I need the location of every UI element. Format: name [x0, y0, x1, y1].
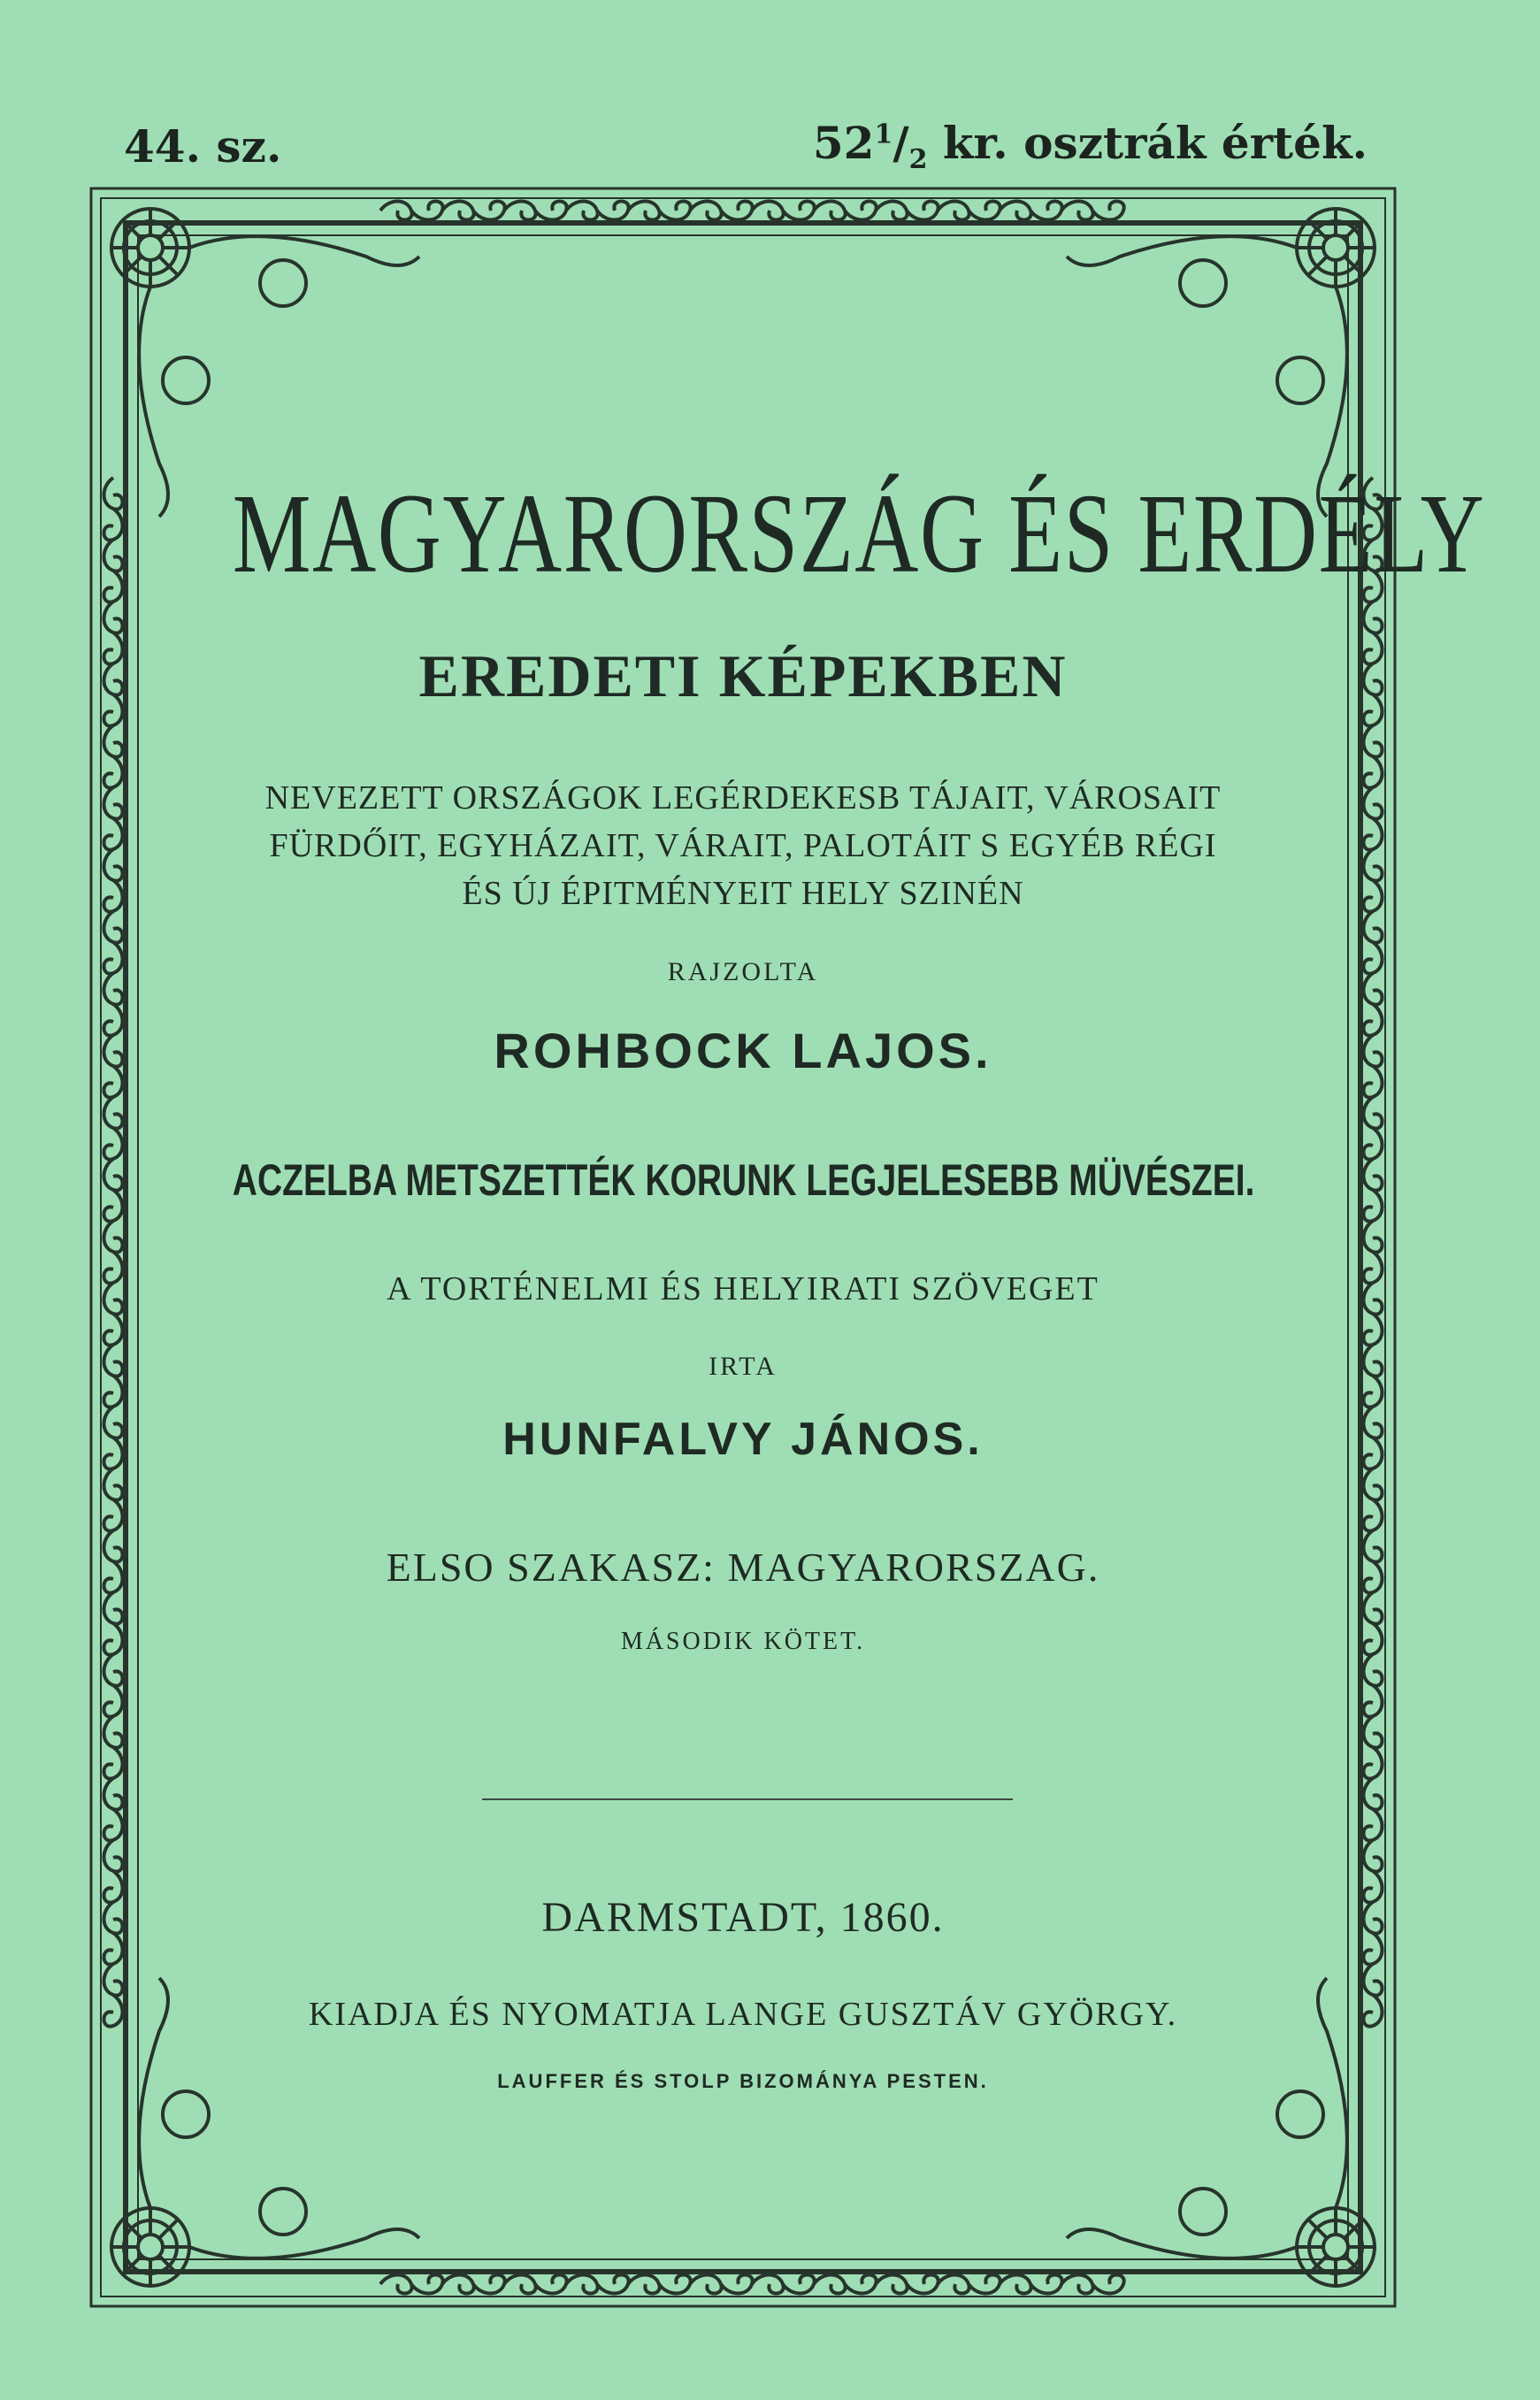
part-title: ELSO SZAKASZ: MAGYARORSZAG.	[386, 1545, 1100, 1590]
separator-rule	[482, 1798, 1013, 1800]
publisher-line: KIADJA ÉS NYOMATJA LANGE GUSZTÁV GYÖRGY.	[308, 1996, 1178, 2033]
description-line: NEVEZETT ORSZÁGOK LEGÉRDEKESB TÁJAIT, VÁROSAIT	[264, 779, 1222, 817]
author-name: HUNFALVY JÁNOS.	[502, 1414, 984, 1465]
written-by-label: IRTA	[709, 1352, 778, 1381]
distributor-line: LAUFFER ÉS STOLP BIZOMÁNYA PESTEN.	[497, 2070, 989, 2092]
volume-label: MÁSODIK KÖTET.	[620, 1628, 866, 1655]
price: $52^1/_2$ kr. osztrák érték.	[812, 117, 1368, 175]
description-line: ÉS ÚJ ÉPITMÉNYEIT HELY SZINÉN	[462, 875, 1024, 912]
drawn-by-label: RAJZOLTA	[667, 957, 819, 986]
text-label: A TORTÉNELMI ÉS HELYIRATI SZÖVEGET	[387, 1270, 1099, 1307]
title-page	[88, 186, 1486, 2309]
subtitle: EREDETI KÉPEKBEN	[418, 642, 1068, 709]
main-title: MAGYARORSZÁG ÉS ERDÉLY	[232, 471, 1486, 596]
engravers-line: ACZELBA METSZETTÉK KORUNK LEGJELESEBB MÜVÉSZEI.	[232, 1155, 1255, 1205]
top-line	[124, 115, 1368, 177]
artist-name: ROHBOCK LAJOS.	[494, 1023, 992, 1078]
place-year: DARMSTADT, 1860.	[541, 1894, 945, 1941]
issue-number: 44. sz.	[124, 119, 282, 173]
description-line: FÜRDŐIT, EGYHÁZAIT, VÁRAIT, PALOTÁIT S EGYÉB RÉGI	[269, 827, 1217, 864]
